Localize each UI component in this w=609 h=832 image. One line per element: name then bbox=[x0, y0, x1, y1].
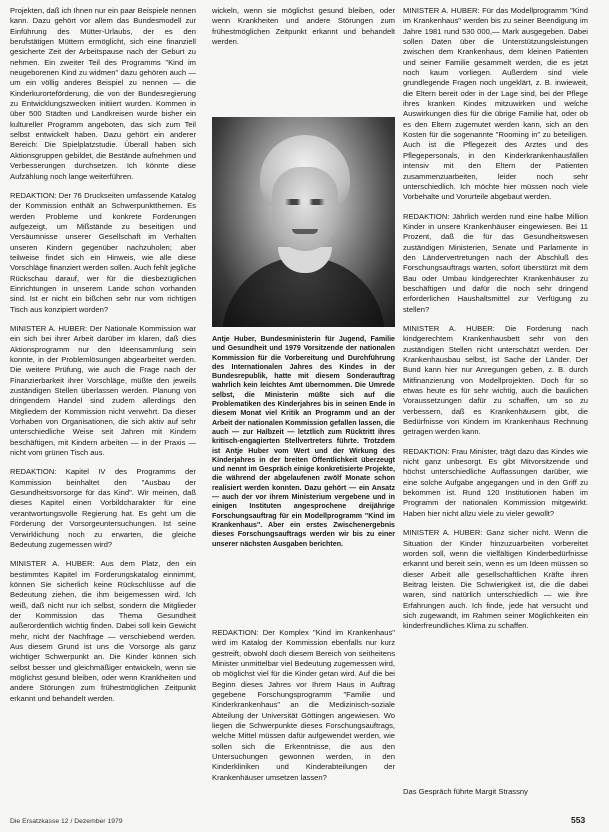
paragraph: MINISTER A. HUBER: Aus dem Platz, den ein bestimmtes Kapitel im Forderungskatalog einnimmt, können Sie sicherlich keine Rückschlüsse auf die Bedeutung ziehen, die ihm beigemessen wird. Ich weiß, daß nicht nur ich selbst, sondern die Mitglieder der Kommission das Thema Gesundheit außerordentlich wichtig finden. Dabei soll kein Gewicht mehr, nicht der Nachfrage — verschiebend werden. Aus diesem Grund ist uns die Vorsorge als ganz wichtiger Schwerpunkt an. Die Kinder können sich selbst besser und gleichmäßiger entwickeln, wenn sie möglichst gesund bleiben, oder wenn Krankheiten und andere Störungen zum frühestmöglichen Zeitpunkt erkannt und behandelt werden. bbox=[10, 559, 196, 703]
paragraph: REDAKTION: Frau Minister, trägt dazu das Kindes wie nicht ganz unbesorgt. Es gibt Mitvorsitzende und höchst unterschiedliche Auffassungen darüber, wie eine solche Aufgabe angegangen und in den Griff zu bekommen ist. Rund 120 Institutionen haben im Programm der nationalen Kommission mitgewirkt. Haben hier nicht allzu viele zu vieler gewollt? bbox=[403, 446, 588, 518]
page-footer: Die Ersatzkasse 12 / Dezember 1979 bbox=[10, 818, 123, 825]
paragraph: REDAKTION: Der 76 Druckseiten umfassende Katalog der Kommission enthält an Schwerpunktthemen. Es werden Probleme und konkrete Forderungen aufgezeigt, um Mißstände zu beseitigen und Versäumnisse unserer Gesellschaft im Verhalten unseren Kindern gegenüber nachzuholen; aber teilweise findet sich ein Hinweis, wie alle diese Vorschläge finanziert werden sollen. Auch fehlt jegliche Rückschau darauf, wer für die diesbezüglichen Einrichtungen in unserem Lande schon vorhanden sind. Ist er nicht ein bißchen sehr nur vom richtigen Tisch aus konzipiert worden? bbox=[10, 190, 196, 314]
paragraph: MINISTER A. HUBER: Für das Modellprogramm "Kind im Krankenhaus" werden bis zu seiner Beendigung im Jahre 1981 rund 530 000,— Mark ausgegeben. Dabei sollen Daten über die Unterstützungsleistungen zwischen dem Krankenhaus, dem kleinen Patienten und seiner Familie gesammelt werden, die es jetzt noch kaum vorliegen. Außerdem sind viele grundlegende Fragen noch ungeklärt, z. B. inwieweit, die Eltern bereit oder in der Lage sind, bei der Pflege ihres kranken Kindes mitzuwirken und welche Auswirkungen dies für die übrige Familie hat, oder ob es den Eltern zugemutet werden kann, sich an den Kosten für die sogenannte "Rooming in" zu beteiligen. Auch ist die Pflegezeit des Arztes und des Pflegepersonals, in den Kinderkrankenhausfällen intensiv mit den Eltern der Patienten zusammenzuarbeiten, leider noch sehr unterschiedlich. Ich möchte hier müssen noch viele Vorbehalte und Vorurteile abgebaut werden. bbox=[403, 6, 588, 202]
paragraph: REDAKTION: Jährlich werden rund eine halbe Million Kinder in unsere Krankenhäuser eingewiesen. Bei 11 Prozent, daß die für das Gesundheitswesen zuständigen Ministerien, Senate und Parlamente in den Ländervertretungen nach der Abschluß des Forschungsauftrags warten, sofort überstürzt mit dem Bau oder Umbau kindgerechter Krankenhäuser zu beschäftigen und dafür die noch sehr dringend erforderlichen Haushaltsmittel zur Verfügung zu stellen? bbox=[403, 211, 588, 314]
photo-caption: Antje Huber, Bundesministerin für Jugend, Familie und Gesundheit und 1979 Vorsitzende der nationalen Kommission für die Vorbereitung und Durchführung des Internationalen Jahres des Kindes in der Bundesrepublik, hatte mit diesem Sonderauftrag wahrlich kein leichtes Amt übernommen. Die Umrede selbst, die Ministerin müßte sich auf die Problematiken des Kinderjahres bis in seinen Ende in diesem Monat viel Kritik an Programm und an der Arbeit der nationalen Kommission gefallen lassen, die auch — zur Halbzeit — letztlich zum Rücktritt ihres kritisch-engagierten Stellvertreters führte. Trotzdem ist Antje Huber vom Wert und der Wirkung des Kinderjahres in der breiten Öffentlichkeit überzeugt und nennt im Gespräch einige konkretisierte Projekte, die während der abgelaufenen zwölf Monate schon realisiert werden konnten. Dazu gehört — ein Ansatz — auch der vor ihrem Ministerium vergebene und in einigen Instituten angesprochene dreijährige Forschungsauftrag für ein Modellprogramm "Kind im Krankenhaus". Aber ein erstes Zwischenergebnis dieses Forschungsauftrags werden wir bis zu einer unserer nächsten Ausgaben berichten. bbox=[212, 335, 395, 548]
text-column-right bbox=[403, 6, 588, 806]
paragraph: MINISTER A. HUBER: Ganz sicher nicht. Wenn die Situation der Kinder hinzuzuarbeiten vorbereitet worden soll, wenn die vielfältigen Kinderbedürfnisse erkannt und bereit sein, wenn es um Ideen müssen so dieser Arbeit alle gesellschaftlichen Kräfte ihren Beitrag leisten. Die Schwierigkeit ist, die die dabei waren, sind natürlich unterschiedlich — wie ihre Erfahrungen auch. Ich finde, jede hat versucht und sich zugewandt, im Rahmen seiner Möglichkeiten ein kinderfreundliches Klima zu schaffen. bbox=[403, 528, 588, 631]
paragraph: REDAKTION: Der Komplex "Kind im Krankenhaus" wird im Katalog der Kommission ebenfalls nur kurz gestreift, obwohl doch diesem Bereich von seitheitens Minister unmittelbar viel Bedeutung zugemessen wird, ob möglichst viel für die Kinder getan wird. Auf die bei Beginn dieses Jahres vor Ihrem Haus in Auftrag gegebene Forschungsprogramm "Familie und Kinderkrankenhaus" an die Medizinisch-soziale Abteilung der Universität Göttingen angewiesen. Wo liegen die Schwerpunkte dieses Forschungsauftrags, welche Mittel müssen dafür aufgewendet werden, wie sollen sich die Erkenntnisse, die aus den Untersuchungen gewonnen werden, in den Kinderkliniken und Kinderabteilungen der Krankenhäuser umsetzen lassen? bbox=[212, 628, 395, 782]
interview-signature: Das Gespräch führte Margit Strassny bbox=[403, 787, 528, 796]
paragraph: wickeln, wenn sie möglichst gesund bleiben, oder wenn Krankheiten und andere Störungen zum frühestmöglichen Zeitpunkt erkannt und behandelt werden. bbox=[212, 6, 395, 47]
text-column-middle-top bbox=[212, 6, 395, 76]
text-column-left bbox=[10, 6, 196, 806]
paragraph: MINISTER A. HUBER: Die Forderung nach kindgerechtem Krankenhausbett sehr von den zuständigen Stellen nicht unterschätzt werden. Der Krankenhausbau selbst, ist Sache der Länder. Der Bund kann hier nur Anregungen geben, z. B. durch Mitfinanzierung von Modellprojekten. Doch für so etwas heute es für sehr wichtig, auch die baulichen Voraussetzungen dafür zu schaffen, um so zu verbessern, daß es Krankenhäusern gibt, die Bedürfnisse von Kindern im Krankenhaus Rechnung getragen werden kann. bbox=[403, 323, 588, 437]
paragraph: Projekten, daß ich Ihnen nur ein paar Beispiele nennen kann. Dazu gehört vor allem das Bundesmodell zur Einführung des Mütter-Urlaubs, der es den berufstätigen Müttern ermöglicht, sich eine finanziell gesicherte Zeit der Arbeitspause nach der Geburt zu nehmen. Ein zweiter Teil des Programms "Kind im neugeborenen Kind zu widmen" dazu gehören auch — um ein völlig anderes Beispiel zu nennen — die Kinderkurorteförderung, die von der Bundesregierung zu Entwicklungszwecken initiiert wurden. Kommen in über 500 Städten und Landkreisen wurde bisher ein kultureller Programm angeboten, das sich zum Teil selbst entwickelt haben. Dazu gehört ein anderer Bereich: Die Spielplatzstudie. Überall haben sich Aktionsgruppen gebildet, die Bestände aufnehmen und Verbesserungen durchsetzen. Ich könnte diese Aufzählung noch lange weiterführen. bbox=[10, 6, 196, 181]
page-number: 553 bbox=[571, 815, 586, 825]
paragraph: MINISTER A. HUBER: Der Nationale Kommission war ein sich bei ihrer Arbeit darüber im klaren, daß dies Aktionsprogramm nur den Ideensammlung sein konnte, in der Problemlösungen abgearbeitet werden. Die weitere Prüfung, wie auch die Frage nach der Finanzierbarkeit ihrer Vorschläge, müßte den jeweils zuständigen Stellen überlassen werden. Planung von dringendem Handel sind zudem allerdings den Mitgliedern der Kommission nicht verwehrt. Da dieser Vorhaben von Organisationen, die sich aktiv auf sehr unterschiedliche Weise seit Jahren mit Kindern beschäftigen, mit Kindern arbeiten — in der Praxis — nicht vom grünen Tisch aus. bbox=[10, 323, 196, 458]
portrait-photo bbox=[212, 117, 395, 327]
text-column-middle-bottom bbox=[212, 628, 395, 813]
paragraph: REDAKTION: Kapitel IV des Programms der Kommission beinhaltet den "Ausbau der Gesundheitsvorsorge für das Kind". Wir meinen, daß dieses Kapitel einen Vorbildcharakter für eine verantwortungsvolle Regierung hat. Es geht um die Förderung der Vorsorgeuntersuchungen. Ist seine Verwirklichung noch zu erwarten, die gleiche Bedeutung zugemessen wird? bbox=[10, 467, 196, 549]
